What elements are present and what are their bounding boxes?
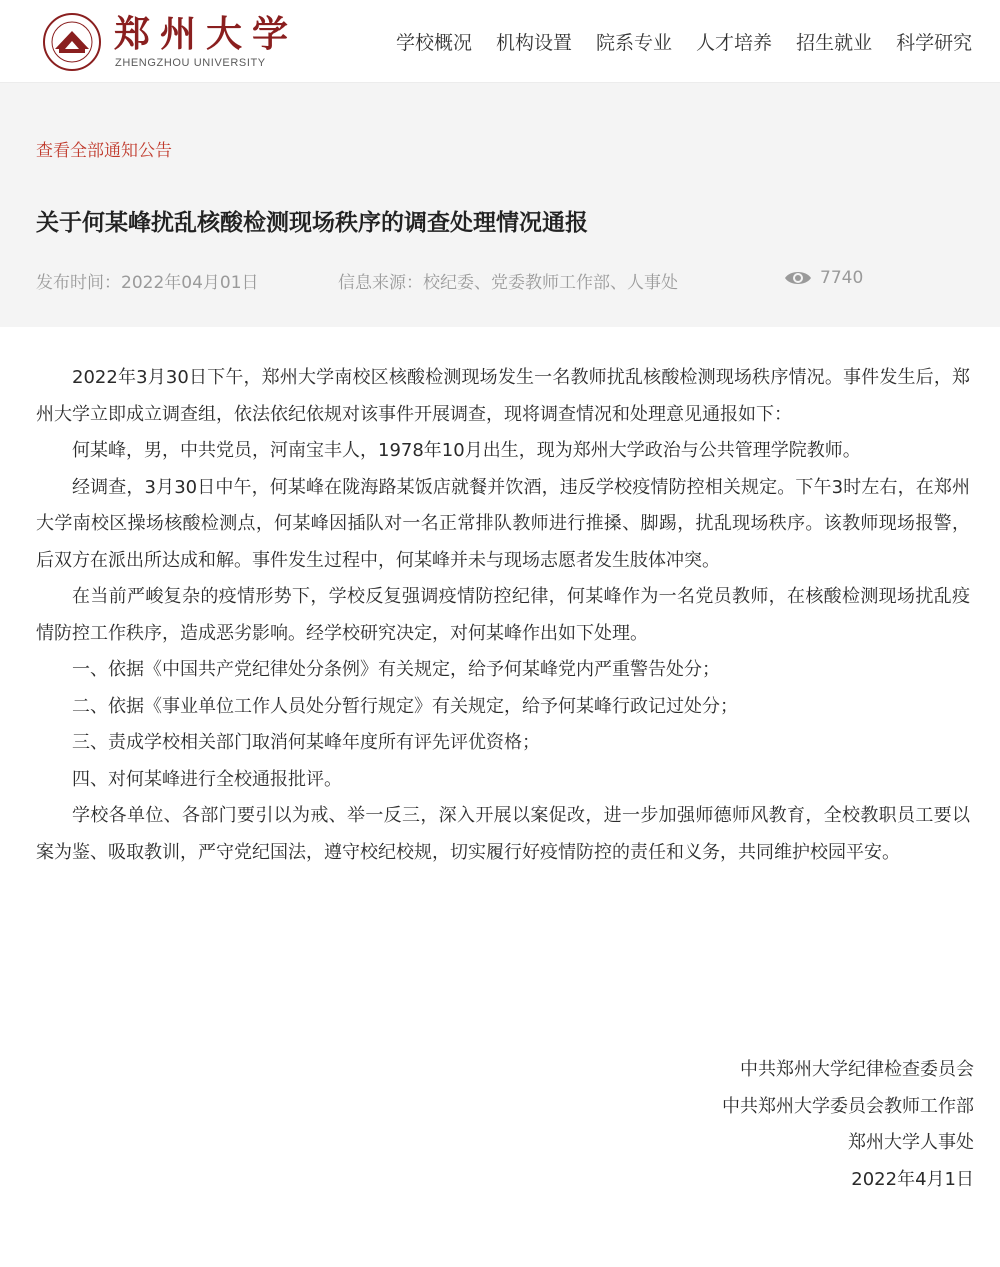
main-nav bbox=[396, 26, 972, 60]
article-paragraph: 何某峰，男，中共党员，河南宝丰人，1978年10月出生，现为郑州大学政治与公共管理学院教师。 bbox=[72, 440, 861, 461]
site-header bbox=[0, 0, 1000, 83]
info-source: 信息来源：校纪委、党委教师工作部、人事处 bbox=[338, 273, 678, 293]
publish-date: 发布时间：2022年04月01日 bbox=[36, 273, 259, 293]
article-title: 关于何某峰扰乱核酸检测现场秩序的调查处理情况通报 bbox=[36, 210, 588, 236]
signature-line: 中共郑州大学委员会教师工作部 bbox=[722, 1095, 974, 1117]
all-notices-link[interactable]: 查看全部通知公告 bbox=[36, 141, 172, 161]
signature-line: 郑州大学人事处 bbox=[848, 1132, 974, 1153]
nav-item-research[interactable]: 科学研究 bbox=[896, 32, 973, 54]
article-paragraph: 学校各单位、各部门要引以为戒、举一反三，深入开展以案促改，进一步加强师德师风教育，全校教职员工要以案为鉴、吸取教训，严守党纪国法，遵守校纪校规，切实履行好疫情防控的责任和义务，共同维护校园平安。 bbox=[36, 805, 970, 863]
view-count bbox=[784, 268, 863, 288]
view-count-value: 7740 bbox=[820, 268, 864, 288]
nav-item-admissions[interactable]: 招生就业 bbox=[796, 32, 873, 54]
nav-item-education[interactable]: 人才培养 bbox=[696, 32, 773, 54]
university-emblem-icon[interactable] bbox=[43, 13, 101, 71]
logo-text-cn[interactable]: 郑州大学 bbox=[114, 13, 299, 55]
nav-item-organization[interactable]: 机构设置 bbox=[496, 32, 573, 54]
article-paragraph: 一、依据《中国共产党纪律处分条例》有关规定，给予何某峰党内严重警告处分； bbox=[72, 659, 720, 680]
article-paragraph: 四、对何某峰进行全校通报批评。 bbox=[72, 768, 342, 790]
eye-icon bbox=[784, 269, 812, 287]
article-paragraph: 2022年3月30日下午，郑州大学南校区核酸检测现场发生一名教师扰乱核酸检测现场秩序情况。事件发生后，郑州大学立即成立调查组，依法依纪依规对该事件开展调查，现将调查情况和处理意见通报如下： bbox=[36, 367, 970, 425]
article-paragraph: 二、依据《事业单位工作人员处分暂行规定》有关规定，给予何某峰行政记过处分； bbox=[72, 695, 738, 717]
nav-item-school-overview[interactable]: 学校概况 bbox=[396, 32, 473, 54]
signature-date: 2022年4月1日 bbox=[851, 1168, 974, 1190]
signature-block bbox=[722, 1052, 974, 1198]
signature-line: 中共郑州大学纪律检查委员会 bbox=[740, 1059, 974, 1080]
article-paragraph: 在当前严峻复杂的疫情形势下，学校反复强调疫情防控纪律，何某峰作为一名党员教师，在核酸检测现场扰乱疫情防控工作秩序，造成恶劣影响。经学校研究决定，对何某峰作出如下处理。 bbox=[36, 586, 970, 644]
article-paragraph: 经调查，3月30日中午，何某峰在陇海路某饭店就餐并饮酒，违反学校疫情防控相关规定。下午3时左右，在郑州大学南校区操场核酸检测点，何某峰因插队对一名正常排队教师进行推搡、脚踢，扰乱现场秩序。该教师现场报警，后双方在派出所达成和解。事件发生过程中，何某峰并未与现场志愿者发生肢体冲突。 bbox=[36, 476, 970, 571]
nav-item-departments[interactable]: 院系专业 bbox=[596, 32, 673, 54]
article-paragraph: 三、责成学校相关部门取消何某峰年度所有评先评优资格； bbox=[72, 732, 540, 753]
logo-text-en[interactable]: ZHENGZHOU UNIVERSITY bbox=[115, 57, 266, 69]
article-body bbox=[36, 360, 970, 871]
